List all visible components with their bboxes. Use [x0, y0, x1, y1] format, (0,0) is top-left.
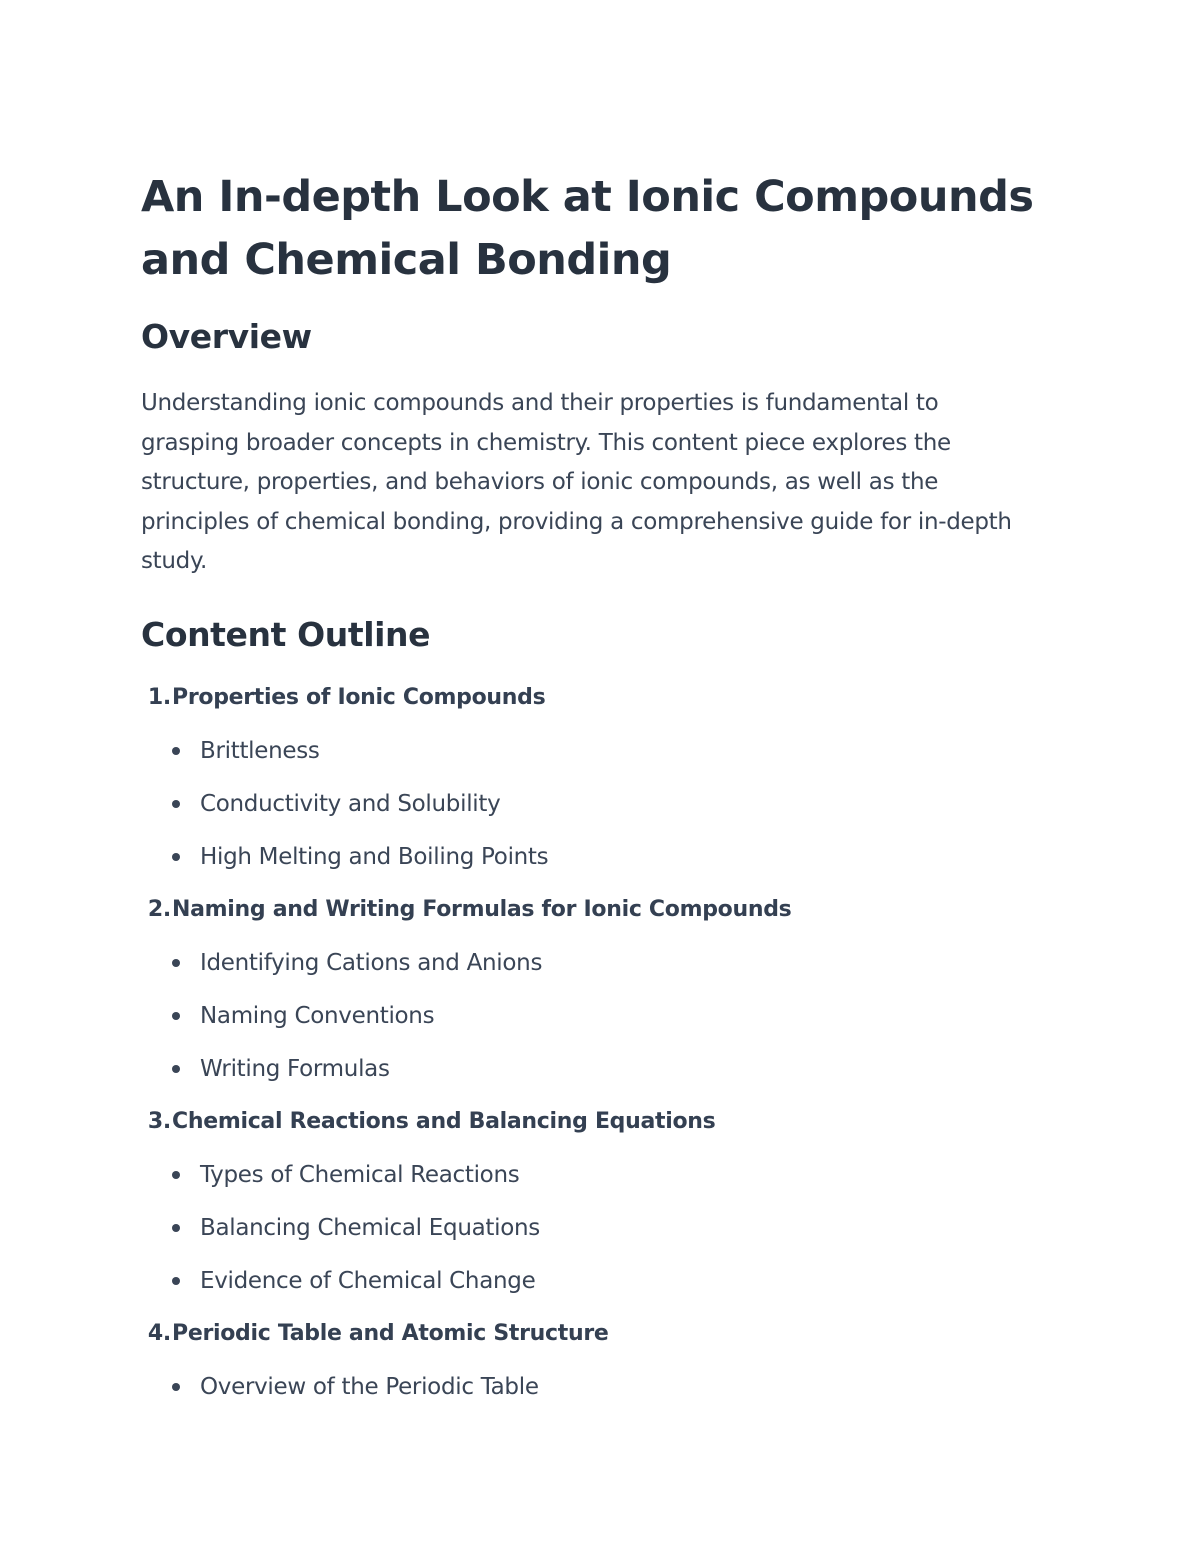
bullet-icon	[172, 853, 180, 861]
bullet-icon	[172, 1277, 180, 1285]
content-outline-heading: Content Outline	[141, 614, 431, 654]
list-item-text: Balancing Chemical Equations	[200, 1214, 540, 1241]
list-item-text: High Melting and Boiling Points	[200, 843, 549, 870]
outline-sublist	[141, 1372, 1041, 1425]
bullet-icon	[172, 1065, 180, 1073]
list-item-text: Types of Chemical Reactions	[200, 1161, 520, 1188]
list-item	[141, 1372, 1041, 1425]
outline-item	[141, 1107, 1041, 1319]
list-item	[141, 1054, 1041, 1107]
list-item-text: Identifying Cations and Anions	[200, 949, 543, 976]
list-item-text: Naming Conventions	[200, 1002, 435, 1029]
document-title: An In-depth Look at Ionic Compounds and Chemical Bonding	[141, 172, 1034, 285]
bullet-icon	[172, 1171, 180, 1179]
outline-item	[141, 895, 1041, 1107]
outline-item-number: 3.	[147, 1108, 171, 1134]
overview-paragraph: Understanding ionic compounds and their properties is fundamental to grasping broader concepts in chemistry. This content piece explores the structure, properties, and behaviors of ionic compounds, as well as the principles of chemical bonding, providing a comprehensive guide for in-depth study.	[141, 390, 1012, 574]
outline-sublist	[141, 1160, 1041, 1319]
overview-heading: Overview	[141, 317, 312, 356]
list-item	[141, 1160, 1041, 1213]
bullet-icon	[172, 1224, 180, 1232]
outline-sublist	[141, 948, 1041, 1107]
outline-item-label: Chemical Reactions and Balancing Equations	[172, 1108, 716, 1134]
bullet-icon	[172, 800, 180, 808]
outline-item	[141, 1319, 1041, 1425]
document-page	[141, 166, 1041, 1425]
outline-item-heading	[141, 895, 1041, 948]
outline-item-number: 1.	[147, 684, 171, 710]
list-item-text: Overview of the Periodic Table	[200, 1373, 539, 1400]
list-item	[141, 1001, 1041, 1054]
list-item	[141, 1213, 1041, 1266]
outline-item-number: 4.	[147, 1320, 171, 1346]
outline-item	[141, 683, 1041, 895]
outline-sublist	[141, 736, 1041, 895]
list-item	[141, 736, 1041, 789]
list-item	[141, 842, 1041, 895]
bullet-icon	[172, 959, 180, 967]
outline-item-heading	[141, 1107, 1041, 1160]
list-item	[141, 789, 1041, 842]
outline-item-heading	[141, 1319, 1041, 1372]
bullet-icon	[172, 1012, 180, 1020]
outline-item-label: Properties of Ionic Compounds	[172, 684, 546, 710]
outline-item-number: 2.	[147, 896, 171, 922]
list-item-text: Brittleness	[200, 737, 320, 764]
list-item-text: Evidence of Chemical Change	[200, 1267, 536, 1294]
list-item-text: Writing Formulas	[200, 1055, 390, 1082]
bullet-icon	[172, 747, 180, 755]
list-item	[141, 1266, 1041, 1319]
content-outline-list	[141, 683, 1041, 1425]
outline-item-label: Periodic Table and Atomic Structure	[172, 1320, 609, 1346]
bullet-icon	[172, 1383, 180, 1391]
outline-item-label: Naming and Writing Formulas for Ionic Compounds	[172, 896, 792, 922]
list-item	[141, 948, 1041, 1001]
list-item-text: Conductivity and Solubility	[200, 790, 501, 817]
outline-item-heading	[141, 683, 1041, 736]
